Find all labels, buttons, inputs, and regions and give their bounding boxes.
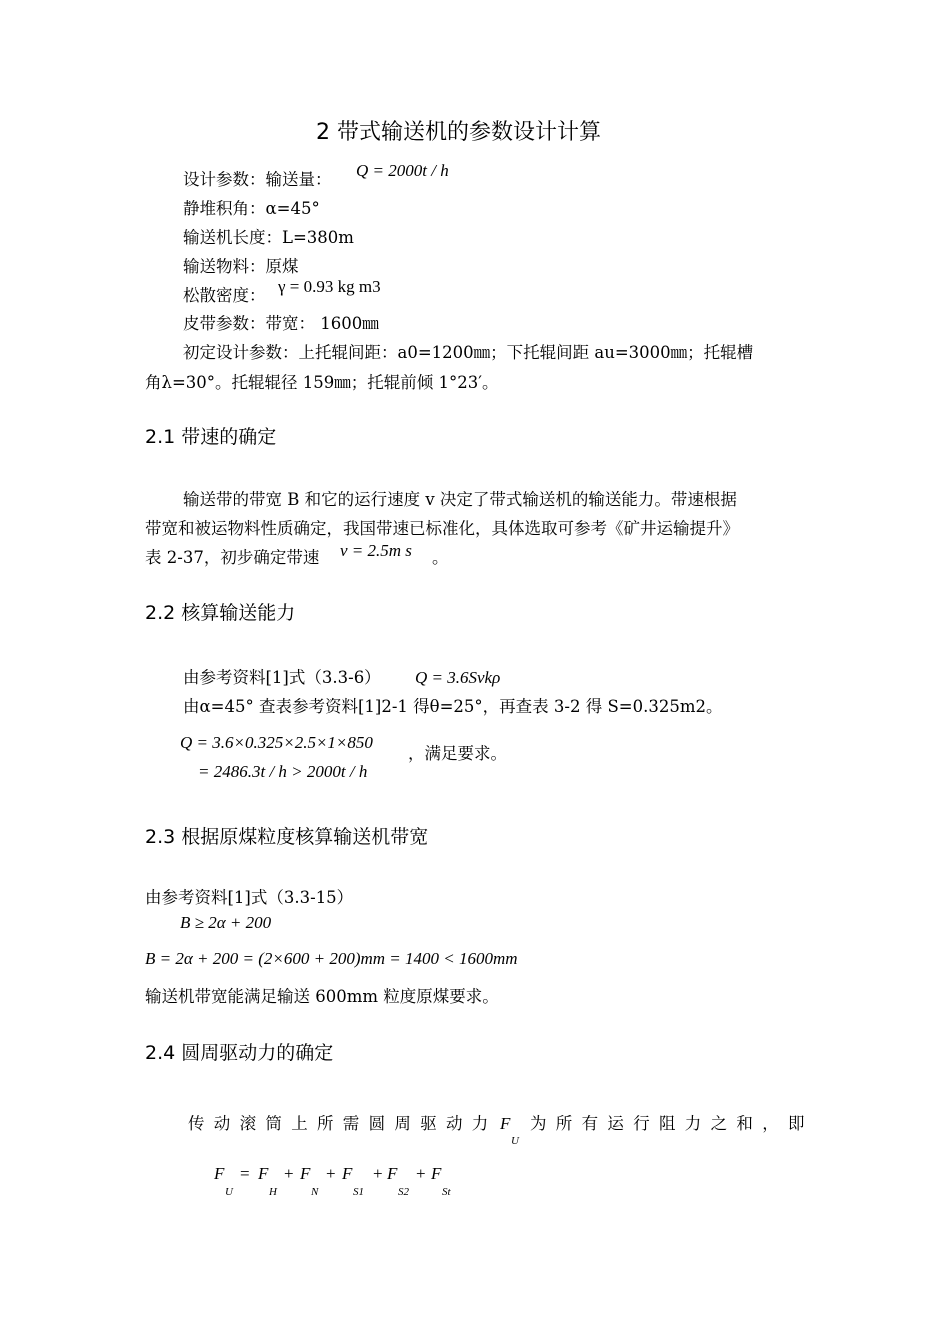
eq-sub-h: H [269,1186,277,1198]
conveyor-length: 输送机长度：L=380m [183,228,354,247]
eq-sub-s1: S1 [353,1186,364,1198]
density-label: 松散密度： [183,286,266,305]
eq-sub-u: U [225,1186,233,1198]
heading-2-2: 2.2 核算输送能力 [145,602,296,624]
eq-plus-4: + [416,1164,426,1183]
s22-line2: 由α=45° 查表参考资料[1]2-1 得θ=25°，再查表 3-2 得 S=0.325m2。 [183,697,723,716]
eq-sub-n: N [311,1186,319,1198]
speed-formula: ν = 2.5m s [340,541,412,560]
eq-sub-st: St [442,1186,451,1198]
s21-line1: 输送带的带宽 B 和它的运行速度 v 决定了带式输送机的输送能力。带速根据 [183,490,737,509]
heading-2-1: 2.1 带速的确定 [145,426,277,448]
eq-f-s1: F [342,1164,353,1183]
s23-line2: 输送机带宽能满足输送 600mm 粒度原煤要求。 [145,987,499,1006]
eq-plus-2: + [326,1164,336,1183]
eq-sub-s2: S2 [398,1186,409,1198]
design-params-label: 设计参数：输送量： [183,170,332,189]
material: 输送物料：原煤 [183,257,299,276]
fu-subscript: U [511,1135,519,1147]
s21-line2: 带宽和被运物料性质确定，我国带速已标准化，具体选取可参考《矿井运输提升》 [145,519,739,538]
s23-line1: 由参考资料[1]式（3.3-15） [145,888,354,907]
repose-angle: 静堆积角：α=45° [183,199,320,218]
initial-params-line1: 初定设计参数：上托辊间距：a0=1200㎜；下托辊间距 au=3000㎜；托辊槽 [183,343,754,362]
eq-f-s2: F [387,1164,398,1183]
s24-line1-b: 为所有运行阻力之和，即 [530,1114,814,1133]
width-inequality: B ≥ 2α + 200 [180,913,272,932]
capacity-calc-2: = 2486.3t / h > 2000t / h [198,762,368,781]
page-title: 2 带式输送机的参数设计计算 [316,120,601,145]
eq-f-st: F [431,1164,442,1183]
heading-2-3: 2.3 根据原煤粒度核算输送机带宽 [145,826,429,848]
s21-line3-text: 表 2-37，初步确定带速 [145,548,320,567]
heading-2-4: 2.4 圆周驱动力的确定 [145,1042,334,1064]
s22-line1-text: 由参考资料[1]式（3.3-6） [183,668,381,687]
eq-f-u: F [214,1164,225,1183]
initial-params-line2: 角λ=30°。托辊辊径 159㎜；托辊前倾 1°23′。 [145,373,499,392]
capacity-calc-1: Q = 3.6×0.325×2.5×1×850 [180,733,373,752]
belt-params: 皮带参数：带宽： 1600㎜ [183,314,379,333]
capacity-formula: Q = 3.6Svkρ [415,668,501,687]
eq-f-h: F [258,1164,269,1183]
width-calc: B = 2α + 200 = (2×600 + 200)mm = 1400 < 1600mm [145,949,518,968]
eq-plus-3: + [373,1164,383,1183]
design-params-formula: Q = 2000t / h [356,161,449,180]
eq-f-n: F [300,1164,311,1183]
s24-line1-a: 传动滚筒上所需圆周驱动力 [188,1114,498,1133]
fu-symbol: F [500,1114,511,1133]
s21-line3-end: 。 [432,548,449,567]
capacity-result: ，满足要求。 [408,744,507,763]
density-formula: γ = 0.93 kg m3 [278,277,381,296]
eq-plus-1: + [284,1164,294,1183]
eq-equals: = [240,1164,250,1183]
